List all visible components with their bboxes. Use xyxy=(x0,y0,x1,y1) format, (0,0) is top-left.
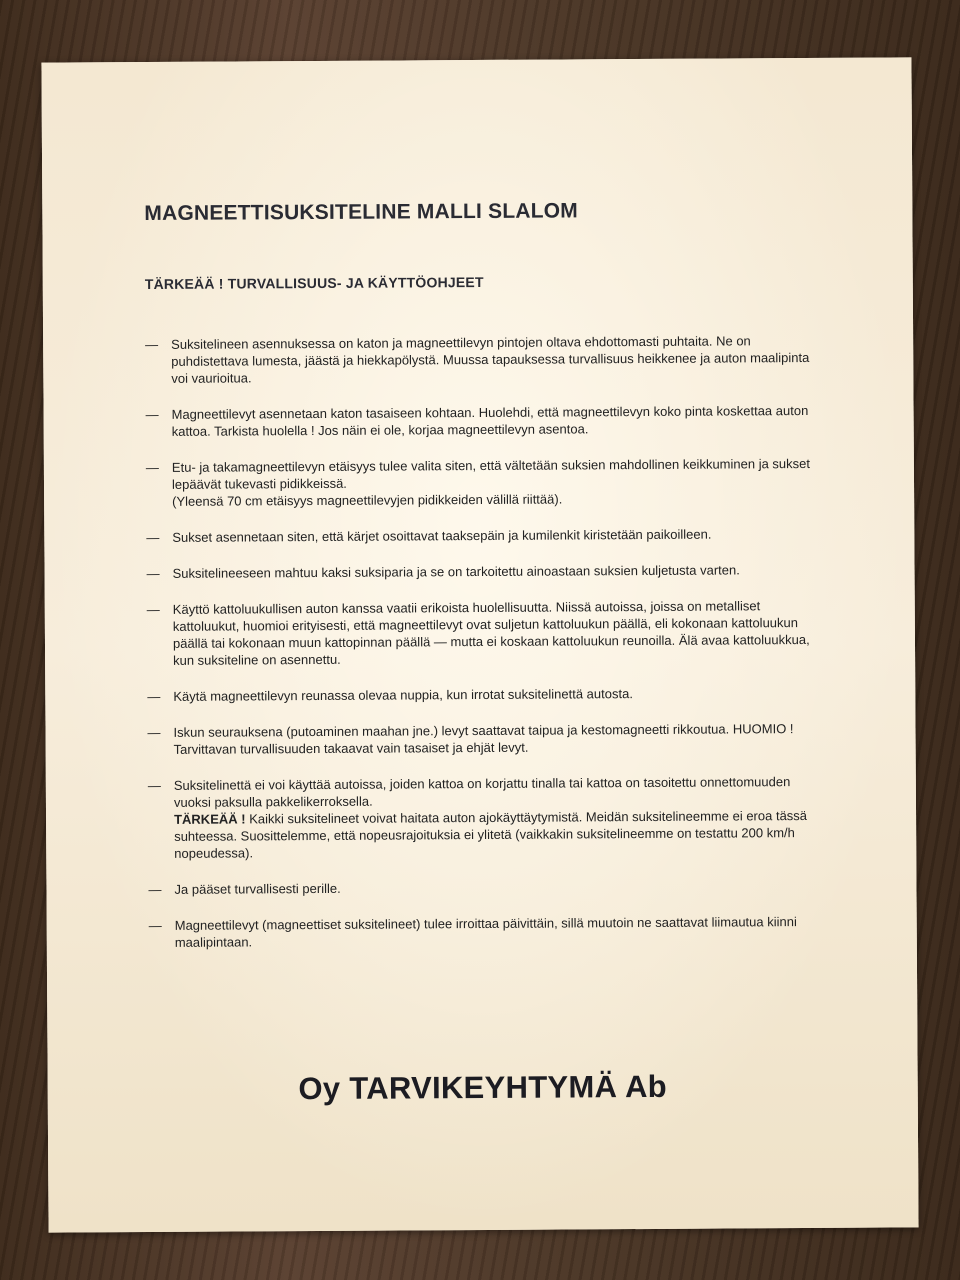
list-item xyxy=(146,525,826,546)
list-item xyxy=(146,455,826,510)
instruction-text: Iskun seurauksena (putoaminen maahan jne.) levyt saattavat taipua ja kestomagneetti rikkoutua. HUOMIO ! Tarvittavan turvallisuuden takaavat vain tasaiset ja ehjät levyt. xyxy=(173,721,794,757)
instruction-note: (Yleensä 70 cm etäisyys magneettilevyjen pidikkeiden välillä riittää). xyxy=(172,491,563,509)
instruction-text: Sukset asennetaan siten, että kärjet osoittavat taaksepäin ja kumilenkit kiristetään paikoilleen. xyxy=(172,526,712,545)
instruction-list xyxy=(145,332,829,951)
bullet-dash: — xyxy=(145,459,159,476)
list-item xyxy=(147,597,827,669)
list-item xyxy=(146,402,826,440)
bullet-dash: — xyxy=(147,777,161,794)
instruction-sheet xyxy=(41,57,918,1232)
instruction-text: Etu- ja takamagneettilevyn etäisyys tulee valita siten, että vältetään suksien mahdollinen keikkuminen ja sukset lepäävät tukevasti pidikkeissä. xyxy=(171,455,811,492)
instruction-text-continued: Kaikki suksitelineet voivat haitata auton ajokäyttäytymistä. Meidän suksitelineemme ei eroa tässä suhteessa. Suosittelemme, että nopeusrajoituksia ei ylitetä (vaikkakin suksitelineemme on testattu 200 km/h nopeudessa). xyxy=(174,808,808,861)
instruction-text: Magneettilevyt asennetaan katon tasaiseen kohtaan. Huolehdi, että magneettilevyn koko pinta koskettaa auton kattoa. Tarkista huolella ! Jos näin ei ole, korjaa magneettilevyn asentoa. xyxy=(171,402,809,439)
document-subtitle: TÄRKEÄÄ ! TURVALLISUUS- JA KÄYTTÖOHJEET xyxy=(144,273,484,293)
list-item xyxy=(148,773,829,862)
instruction-text: Käytä magneettilevyn reunassa olevaa nuppia, kun irrotat suksitelinettä autosta. xyxy=(173,686,633,704)
instruction-text: Magneettilevyt (magneettiset suksitelineet) tulee irroittaa päivittäin, sillä muutoin ne saattavat liimautua kiinni maalipintaan. xyxy=(174,914,797,950)
sheet-content xyxy=(144,198,829,970)
list-item xyxy=(147,720,827,758)
document-title: MAGNEETTISUKSITELINE MALLI SLALOM xyxy=(144,199,579,226)
list-item xyxy=(145,332,825,387)
bullet-dash: — xyxy=(145,406,159,423)
bullet-dash: — xyxy=(146,529,160,546)
instruction-text: Suksitelinettä ei voi käyttää autoissa, joiden kattoa on korjattu tinalla tai kattoa on tasoitettu onnettomuuden vuoksi paksulla pakkelikerroksella. xyxy=(173,774,791,810)
bullet-dash: — xyxy=(148,917,162,934)
company-name: Oy TARVIKEYHTYMÄ Ab xyxy=(298,1068,668,1107)
important-label: TÄRKEÄÄ ! xyxy=(174,811,246,827)
instruction-text: Ja pääset turvallisesti perille. xyxy=(174,880,341,897)
bullet-dash: — xyxy=(147,724,161,741)
list-item xyxy=(147,684,827,705)
bullet-dash: — xyxy=(146,565,160,582)
list-item xyxy=(148,877,828,898)
instruction-text: Suksitelineeseen mahtuu kaksi suksiparia ja se on tarkoitettu ainoastaan suksien kuljetusta varten. xyxy=(172,562,740,581)
bullet-dash: — xyxy=(147,688,161,705)
bullet-dash: — xyxy=(148,881,162,898)
instruction-text: Suksitelineen asennuksessa on katon ja magneettilevyn pintojen oltava ehdottomasti puhtaita. Ne on puhdistettava lumesta, jäästä ja hiekkapölystä. Muussa tapauksessa turvallisuus heikkenee ja auton maalipinta voi vaurioitua. xyxy=(171,333,810,386)
list-item xyxy=(147,561,827,582)
instruction-text: Käyttö kattoluukullisen auton kanssa vaatii erikoista huolellisuutta. Niissä autoissa, joissa on metalliset kattoluukut, huomioi erityisesti, että magneettilevyt ovat suljetun kattoluukun päällä, eli kokonaan kattoluukun päällä tai kokonaan muun kattopinnan päällä — mutta ei koskaan kattoluukun reunoilla. Älä avaa kattoluukkua, kun suksiteline on asennettu. xyxy=(172,598,810,668)
list-item xyxy=(149,913,829,951)
bullet-dash: — xyxy=(146,601,160,618)
bullet-dash: — xyxy=(145,336,159,353)
